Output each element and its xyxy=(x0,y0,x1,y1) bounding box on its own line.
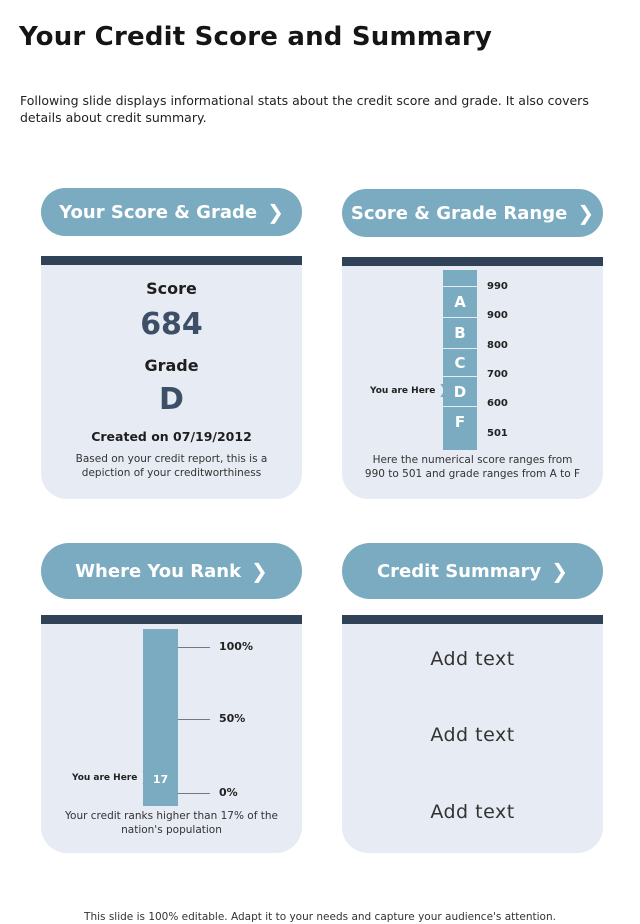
chevron-right-icon: ❯ xyxy=(140,770,152,785)
page-title: Your Credit Score and Summary xyxy=(19,22,492,52)
rank-heading[interactable] xyxy=(41,543,302,599)
tick-line xyxy=(178,793,210,794)
rank-panel xyxy=(41,624,302,853)
score-range-divider xyxy=(342,257,603,266)
created-date: Created on 07/19/2012 xyxy=(91,429,252,444)
you-are-here-label: You are Here xyxy=(72,772,138,783)
credit-summary-panel xyxy=(342,624,603,853)
chevron-right-icon: ❯ xyxy=(267,200,284,224)
grade-cell: B xyxy=(443,317,477,348)
score-note-line1: Based on your credit report, this is a xyxy=(75,453,268,465)
summary-text-placeholder[interactable]: Add text xyxy=(430,801,515,823)
chevron-right-icon: ❯ xyxy=(438,383,450,398)
score-grade-heading-label: Your Score & Grade xyxy=(59,201,258,223)
rank-divider xyxy=(41,615,302,624)
page-subtitle: Following slide displays informational stats about the credit score and grade. It also covers details about credit summary. xyxy=(20,93,589,125)
score-tick: 501 xyxy=(487,428,508,439)
grade-cell: A xyxy=(443,286,477,317)
grade-cell: D xyxy=(443,376,477,406)
score-range-heading-label: Score & Grade Range xyxy=(350,202,568,224)
tick-line xyxy=(178,647,210,648)
score-tick: 990 xyxy=(487,281,508,292)
score-grade-heading[interactable] xyxy=(41,188,302,236)
range-note-line1: Here the numerical score ranges from xyxy=(372,454,573,466)
score-grade-panel xyxy=(41,265,302,499)
you-are-here-marker xyxy=(370,383,449,398)
score-label: Score xyxy=(146,279,197,298)
rank-tick: 50% xyxy=(219,712,246,725)
chevron-right-icon: ❯ xyxy=(551,559,569,583)
rank-tick: 100% xyxy=(219,640,253,653)
score-range-heading[interactable] xyxy=(342,189,603,237)
rank-tick: 0% xyxy=(219,786,238,799)
grade-label: Grade xyxy=(144,356,199,375)
rank-note-line2: nation's population xyxy=(121,824,222,836)
score-tick: 700 xyxy=(487,369,508,380)
summary-text-placeholder[interactable]: Add text xyxy=(430,724,515,746)
score-value: 684 xyxy=(140,307,203,342)
credit-summary-heading[interactable] xyxy=(342,543,603,599)
score-range-panel xyxy=(342,266,603,499)
summary-text-placeholder[interactable]: Add text xyxy=(430,648,515,670)
grade-cell: F xyxy=(443,406,477,436)
score-grade-divider xyxy=(41,256,302,265)
score-tick: 800 xyxy=(487,340,508,351)
rank-heading-label: Where You Rank xyxy=(75,560,242,582)
grade-cell: C xyxy=(443,348,477,376)
range-note-line2: 990 to 501 and grade ranges from A to F xyxy=(364,468,581,480)
rank-note-line1: Your credit ranks higher than 17% of the xyxy=(65,810,278,822)
credit-summary-divider xyxy=(342,615,603,624)
rank-value: 17 xyxy=(152,773,169,786)
score-tick: 600 xyxy=(487,398,508,409)
grade-value: D xyxy=(159,382,184,417)
chevron-right-icon: ❯ xyxy=(251,559,268,583)
footer-note: This slide is 100% editable. Adapt it to your needs and capture your audience's attention. xyxy=(84,911,556,923)
you-are-here-label: You are Here xyxy=(370,385,436,396)
tick-line xyxy=(178,719,210,720)
you-are-here-marker xyxy=(72,770,151,785)
chevron-right-icon: ❯ xyxy=(577,201,595,225)
grade-scale-bar xyxy=(443,270,477,450)
score-tick: 900 xyxy=(487,310,508,321)
credit-summary-heading-label: Credit Summary xyxy=(376,560,542,582)
score-note-line2: depiction of your creditworthiness xyxy=(81,467,262,479)
